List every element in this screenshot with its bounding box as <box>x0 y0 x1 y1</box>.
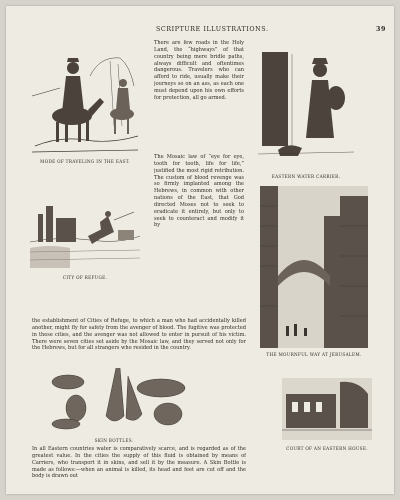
caption-court: COURT OF AN EASTERN HOUSE. <box>286 446 368 451</box>
text-refuge-wide: the establishment of Cities of Refuge, to which a man who had accidentally killed another, might fly for safety from the avenger of blood. The fugitive was protected in these cities, and the avenger was not allowed to enter in pursuit of his victim. There were seven cities set aside by the Mosaic law, and they served not only for the Hebrews, but for all strangers who resided in the country. <box>32 318 246 352</box>
skin-bottles-illustration <box>46 366 196 430</box>
mournful-way-illustration <box>260 186 368 348</box>
text-refuge: The Mosaic law of “eye for eye, tooth for tooth, life for life,” justified the most rigid retribution. The custom of blood revenge was so firmly implanted among the Hebrews, in common with other nations of the East, that God directed Moses not to seek to eradicate it entirely, but only to seek to counteract and modify it by <box>154 154 244 229</box>
court-illustration <box>282 378 372 440</box>
running-title: SCRIPTURE ILLUSTRATIONS. <box>156 26 269 33</box>
water-carrier-illustration <box>258 46 354 160</box>
water-carrier-engraving <box>258 46 354 160</box>
travel-illustration <box>30 36 140 156</box>
page-number: 39 <box>376 26 386 33</box>
refuge-engraving <box>30 192 140 268</box>
mournful-way-engraving <box>260 186 368 348</box>
skin-bottles-engraving <box>46 366 196 430</box>
page-header <box>156 26 386 38</box>
caption-refuge: CITY OF REFUGE. <box>62 275 108 280</box>
text-travel: There are few roads in the Holy Land, the “highways” of that country being mere bridle paths, always difficult and oftentimes dangerous. Travelers who can afford to ride, usually make their journeys so on an ass, as each one must depend upon his own efforts for protection, all go armed. <box>154 40 244 101</box>
text-skin: In all Eastern countries water is comparatively scarce, and is regarded as of the greatest value. In the cities the supply of this fluid is obtained by means of Carriers, who transport it in skins, and sell it by the measure. A Skin Bottle is made as follows:—when an animal is killed, its head and feet are cut off and the body is drawn out <box>32 446 246 480</box>
caption-skin: SKIN BOTTLES. <box>94 438 134 443</box>
caption-travel: MODE OF TRAVELING IN THE EAST. <box>40 159 130 164</box>
caption-water: EASTERN WATER CARRIER. <box>271 174 341 179</box>
court-engraving <box>282 378 372 440</box>
caption-mournful: THE MOURNFUL WAY AT JERUSALEM. <box>266 352 362 357</box>
refuge-illustration <box>30 192 140 268</box>
travel-engraving <box>30 36 140 156</box>
book-page <box>6 6 394 494</box>
